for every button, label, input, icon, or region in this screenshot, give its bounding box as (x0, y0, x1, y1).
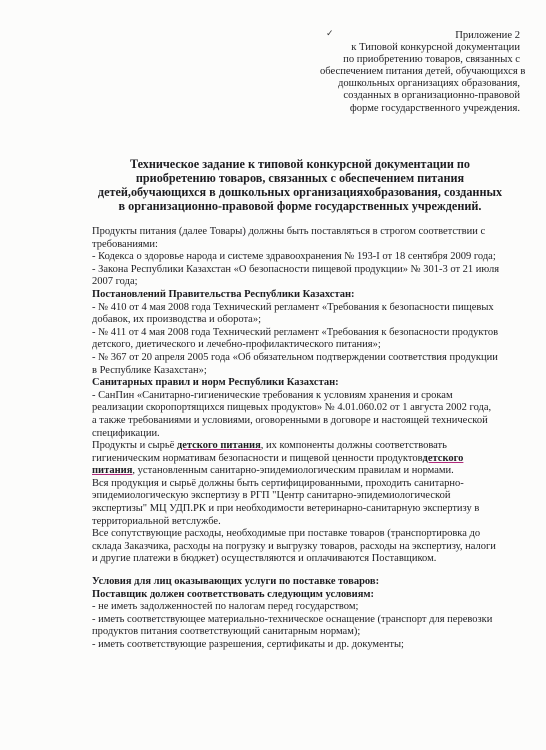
paragraph-gap (92, 566, 530, 576)
products-text: , их компоненты должны соответствовать (260, 440, 447, 452)
certs-line: территориальной ветслужбе. (92, 515, 221, 527)
costs-line: и другие платежи в бюджет) осуществляются и оплачиваются Поставщиком. (92, 553, 437, 565)
appendix-line: форме государственного учреждения. (349, 102, 520, 114)
highlighted-term: детского (422, 452, 464, 464)
products-line (92, 440, 530, 453)
certs-line: эпидемиологическую экспертизу в РГП "Центр санитарно-эпидемиологической (92, 490, 451, 502)
conditions-subheading: Поставщик должен соответствовать следующим условиям: (92, 588, 375, 600)
certs-line: Вся продукция и сырьё должны быть сертифицированными, проходить санитарно- (92, 477, 464, 489)
title-line: детей,обучающихся в дошкольных организацияхобразования, созданных (97, 185, 503, 199)
intro-line: 2007 года; (92, 276, 138, 288)
conditions-heading: Условия для лиц оказывающих услуги по поставке товаров: (92, 576, 380, 588)
title-line: в организационно-правовой форме государственных учреждений. (118, 199, 482, 213)
products-text: Продукты и сырьё (92, 440, 177, 452)
costs-line: Все сопутствующие расходы, необходимые при поставке товаров (транспортировка до (92, 528, 481, 540)
condition-line: - не иметь задолженностей по налогам перед государством; (92, 601, 359, 613)
condition-line: - иметь соответствующее материально-техническое оснащение (транспорт для перевозки (92, 613, 493, 625)
condition-line: продуктов питания соответствующий санитарным нормам); (92, 626, 361, 638)
intro-line: требованиями: (92, 238, 158, 250)
gov-line: - № 411 от 4 мая 2008 года Технический регламент «Требования к безопасности продуктов (92, 326, 499, 338)
products-text: гигиеническим нормативам безопасности и пищевой ценности продуктов (92, 452, 423, 464)
san-line: спецификации. (92, 427, 160, 439)
appendix-note (320, 30, 526, 115)
san-line: реализации скоропортящихся пищевых продуктов» № 4.01.060.02 от 1 августа 2002 года, (92, 402, 492, 414)
san-line: а также требованиями и условиями, оговоренными в договоре и настоящей технической (92, 414, 488, 426)
products-line (92, 453, 530, 466)
gov-line: в Республике Казахстан»; (92, 364, 207, 376)
appendix-line: к Типовой конкурсной документации (351, 42, 520, 54)
intro-line: - Закона Республики Казахстан «О безопасности пищевой продукции» № 301-3 от 21 июля (92, 263, 500, 275)
gov-line: добавок, их производства и оборота»; (92, 314, 261, 326)
products-line (92, 465, 530, 478)
document-title (80, 157, 520, 213)
costs-line: склада Заказчика, расходы на погрузку и выгрузку товаров, расходы на экспертизу, налоги (92, 540, 496, 552)
gov-heading: Постановлений Правительства Республики Казахстан: (92, 288, 355, 300)
appendix-line: Приложение 2 (455, 30, 520, 41)
products-text: , установленным санитарно-эпидемиологическим правилам и нормами. (132, 465, 454, 477)
title-line: Техническое задание к типовой конкурсной документации по (129, 157, 471, 171)
condition-line: - иметь соответствующие разрешения, сертификаты и др. документы; (92, 639, 404, 650)
appendix-line: дошкольных организациях образования, (337, 78, 520, 90)
gov-line: - № 410 от 4 мая 2008 года Технический регламент «Требования к безопасности пищевых (92, 301, 494, 313)
san-heading: Санитарных правил и норм Республики Казахстан: (92, 377, 339, 389)
title-line: приобретению товаров, связанных с обеспечением питания (135, 171, 465, 185)
appendix-line: обеспечением питания детей, обучающихся в (320, 66, 526, 78)
intro-line: Продукты питания (далее Товары) должны быть поставляться в строгом соответствии с (92, 226, 486, 237)
appendix-line: созданных в организационно-правовой (343, 90, 520, 102)
gov-line: - № 367 от 20 апреля 2005 года «Об обязательном подтверждении соответствия продукции (92, 351, 498, 363)
gov-line: детского, диетического и лечебно-профилактического питания»; (92, 339, 381, 351)
appendix-line: по приобретению товаров, связанных с (343, 54, 520, 66)
check-mark: ✓ (326, 28, 334, 38)
intro-line: - Кодекса о здоровье народа и системе здравоохранения № 193-I от 18 сентября 2009 года; (92, 251, 496, 263)
document-body (92, 226, 530, 652)
san-line: - СанПин «Санитарно-гигиенические требования к условиям хранения и срокам (92, 389, 453, 401)
highlighted-term: детского питания (176, 440, 261, 452)
highlighted-term: питания (92, 465, 133, 477)
certs-line: экспертизы" МЦ УДП.РК и при необходимости ветеринарно-санитарную экспертизу в (92, 503, 480, 515)
